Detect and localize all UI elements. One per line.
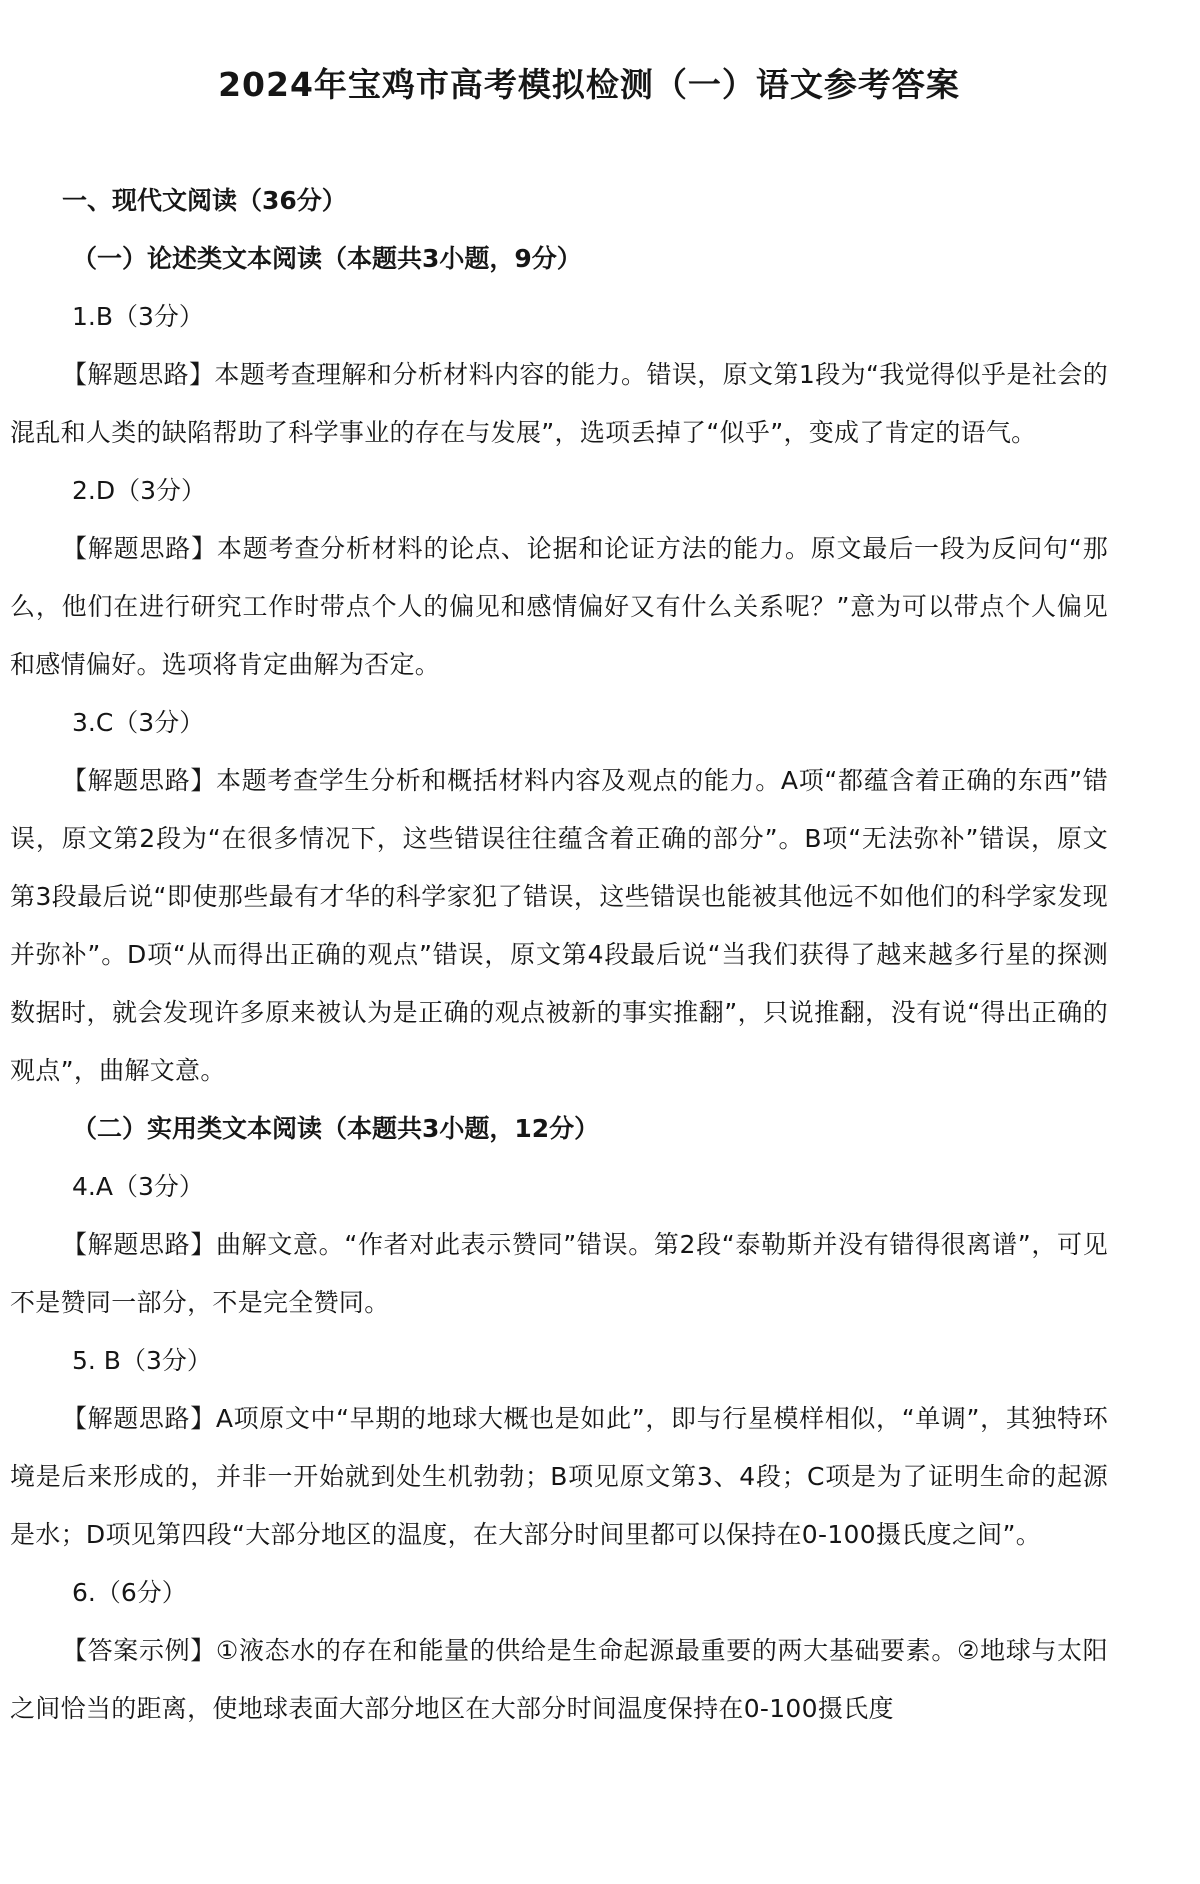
question-1-label: 1.B（3分） (72, 302, 204, 331)
question-6-answer-example: 【答案示例】①液态水的存在和能量的供给是生命起源最重要的两大基础要素。②地球与太阳之间恰当的距离，使地球表面大部分地区在大部分时间温度保持在0-100摄氏度 (10, 1636, 1108, 1723)
question-1-explanation: 【解题思路】本题考查理解和分析材料内容的能力。错误，原文第1段为“我觉得似乎是社会的混乱和人类的缺陷帮助了科学事业的存在与发展”，选项丢掉了“似乎”，变成了肯定的语气。 (10, 360, 1108, 447)
question-2-label: 2.D（3分） (72, 476, 207, 505)
question-4-explanation: 【解题思路】曲解文意。“作者对此表示赞同”错误。第2段“泰勒斯并没有错得很离谱”，可见不是赞同一部分，不是完全赞同。 (10, 1230, 1108, 1317)
question-2-explanation: 【解题思路】本题考查分析材料的论点、论据和论证方法的能力。原文最后一段为反问句“那么，他们在进行研究工作时带点个人的偏见和感情偏好又有什么关系呢？”意为可以带点个人偏见和感情偏好。选项将肯定曲解为否定。 (10, 534, 1108, 679)
section-heading-modern-reading: 一、现代文阅读（36分） (62, 186, 347, 215)
question-5-label: 5. B（3分） (72, 1346, 212, 1375)
question-3-explanation: 【解题思路】本题考查学生分析和概括材料内容及观点的能力。A项“都蕴含着正确的东西”错误，原文第2段为“在很多情况下，这些错误往往蕴含着正确的部分”。B项“无法弥补”错误，原文第3段最后说“即使那些最有才华的科学家犯了错误，这些错误也能被其他远不如他们的科学家发现并弥补”。D项“从而得出正确的观点”错误，原文第4段最后说“当我们获得了越来越多行星的探测数据时，就会发现许多原来被认为是正确的观点被新的事实推翻”，只说推翻，没有说“得出正确的观点”，曲解文意。 (10, 766, 1108, 1085)
question-6-label: 6.（6分） (72, 1578, 187, 1607)
question-4-label: 4.A（3分） (72, 1172, 204, 1201)
question-3-label: 3.C（3分） (72, 708, 205, 737)
subsection-heading-practical: （二）实用类文本阅读（本题共3小题，12分） (72, 1114, 600, 1143)
subsection-heading-argumentative: （一）论述类文本阅读（本题共3小题，9分） (72, 244, 582, 273)
page-title: 2024年宝鸡市高考模拟检测（一）语文参考答案 (218, 65, 960, 104)
question-5-explanation: 【解题思路】A项原文中“早期的地球大概也是如此”，即与行星模样相似，“单调”，其独特环境是后来形成的，并非一开始就到处生机勃勃；B项见原文第3、4段；C项是为了证明生命的起源是水；D项见第四段“大部分地区的温度，在大部分时间里都可以保持在0-100摄氏度之间”。 (10, 1404, 1108, 1549)
